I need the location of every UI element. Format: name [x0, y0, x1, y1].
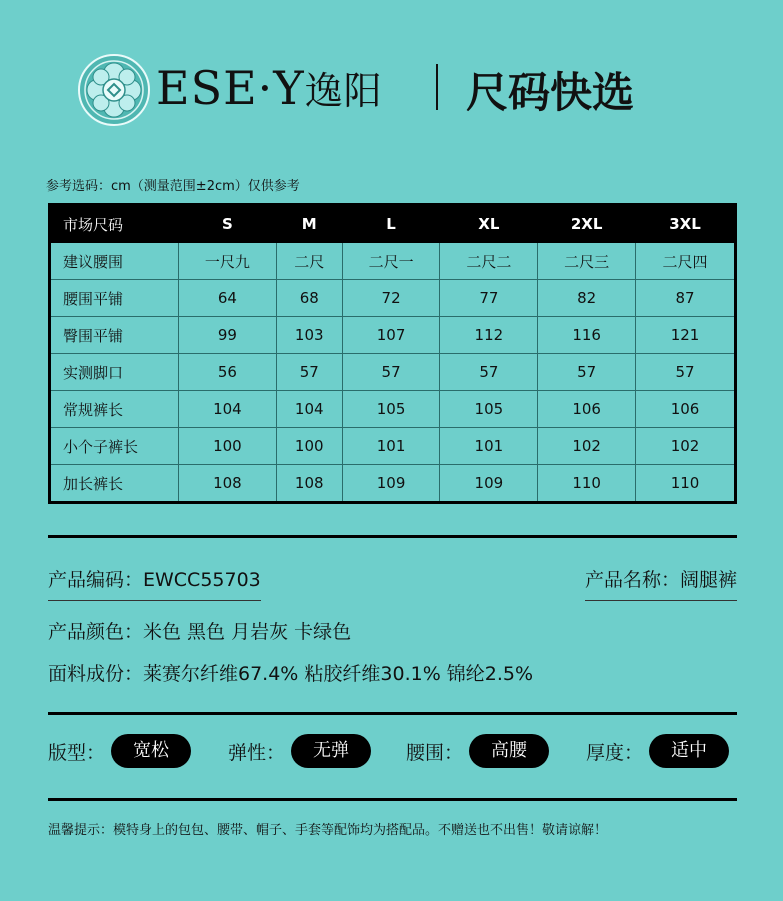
table-cell: 57 — [440, 354, 538, 391]
table-row — [50, 280, 736, 317]
row-label: 腰围平铺 — [50, 280, 179, 317]
size-header-cell: S — [179, 205, 277, 243]
attribute-badge: 适中 — [649, 734, 729, 768]
attribute-label: 版型： — [48, 741, 106, 764]
row-label: 加长裤长 — [50, 465, 179, 503]
table-cell: 112 — [440, 317, 538, 354]
table-cell: 109 — [440, 465, 538, 503]
attribute-label: 厚度： — [586, 741, 644, 764]
brand-latin: ESE·Y — [156, 61, 305, 115]
attribute-fit — [48, 733, 191, 769]
table-cell: 108 — [179, 465, 277, 503]
row-label: 小个子裤长 — [50, 428, 179, 465]
page-title: 尺码快选 — [466, 68, 635, 117]
table-cell: 105 — [440, 391, 538, 428]
product-fabric: 面料成份：莱赛尔纤维67.4% 粘胶纤维30.1% 锦纶2.5% — [48, 663, 534, 685]
table-cell: 57 — [636, 354, 736, 391]
table-cell: 56 — [179, 354, 277, 391]
table-cell: 57 — [276, 354, 342, 391]
attribute-label: 腰围： — [406, 741, 464, 764]
table-cell: 110 — [636, 465, 736, 503]
table-cell: 77 — [440, 280, 538, 317]
brand-chinese: 逸阳 — [304, 69, 383, 113]
row-label: 常规裤长 — [50, 391, 179, 428]
table-cell: 101 — [342, 428, 440, 465]
table-cell: 104 — [179, 391, 277, 428]
table-cell: 108 — [276, 465, 342, 503]
attribute-label: 弹性： — [228, 741, 286, 764]
row-label: 臀围平铺 — [50, 317, 179, 354]
size-header-cell: L — [342, 205, 440, 243]
attribute-waist — [406, 733, 549, 769]
table-cell: 100 — [276, 428, 342, 465]
table-cell: 102 — [636, 428, 736, 465]
header — [0, 50, 783, 130]
table-row — [50, 465, 736, 503]
table-cell: 121 — [636, 317, 736, 354]
table-cell: 99 — [179, 317, 277, 354]
size-header-cell: M — [276, 205, 342, 243]
table-cell: 106 — [636, 391, 736, 428]
table-cell: 103 — [276, 317, 342, 354]
product-code: 产品编码：EWCC55703 — [48, 565, 261, 601]
brand-wordmark — [156, 60, 383, 115]
table-cell: 72 — [342, 280, 440, 317]
table-cell: 105 — [342, 391, 440, 428]
table-cell: 109 — [342, 465, 440, 503]
reference-note: 参考选码：cm（测量范围±2cm）仅供参考 — [46, 179, 300, 194]
product-code-row — [48, 565, 737, 601]
table-row — [50, 391, 736, 428]
size-header-cell: XL — [440, 205, 538, 243]
size-header-cell: 2XL — [538, 205, 636, 243]
row-label: 建议腰围 — [50, 243, 179, 280]
table-cell: 100 — [179, 428, 277, 465]
table-cell: 104 — [276, 391, 342, 428]
size-header-row — [50, 205, 736, 243]
table-cell: 57 — [342, 354, 440, 391]
attribute-badge: 高腰 — [469, 734, 549, 768]
table-cell: 64 — [179, 280, 277, 317]
attribute-badge: 宽松 — [111, 734, 191, 768]
table-row — [50, 317, 736, 354]
attribute-badge: 无弹 — [291, 734, 371, 768]
table-row — [50, 354, 736, 391]
table-cell: 一尺九 — [179, 243, 277, 280]
table-cell: 二尺 — [276, 243, 342, 280]
section-divider — [48, 798, 737, 801]
size-chart-table — [48, 203, 737, 504]
table-cell: 101 — [440, 428, 538, 465]
row-label: 实测脚口 — [50, 354, 179, 391]
table-cell: 二尺一 — [342, 243, 440, 280]
table-cell: 二尺二 — [440, 243, 538, 280]
table-cell: 82 — [538, 280, 636, 317]
table-cell: 116 — [538, 317, 636, 354]
size-header-label: 市场尺码 — [50, 205, 179, 243]
table-row — [50, 243, 736, 280]
table-cell: 106 — [538, 391, 636, 428]
size-header-cell: 3XL — [636, 205, 736, 243]
table-cell: 102 — [538, 428, 636, 465]
table-cell: 68 — [276, 280, 342, 317]
table-cell: 二尺四 — [636, 243, 736, 280]
footer-note: 温馨提示：模特身上的包包、腰带、帽子、手套等配饰均为搭配品。不赠送也不出售！敬请谅解！ — [48, 823, 608, 838]
attribute-row — [48, 733, 737, 769]
section-divider — [48, 712, 737, 715]
section-divider — [48, 535, 737, 538]
table-cell: 107 — [342, 317, 440, 354]
table-row — [50, 428, 736, 465]
attribute-elasticity — [228, 733, 371, 769]
header-divider — [436, 64, 438, 110]
flower-logo-icon — [78, 54, 150, 126]
product-colors: 产品颜色：米色 黑色 月岩灰 卡绿色 — [48, 621, 352, 643]
table-cell: 二尺三 — [538, 243, 636, 280]
attribute-thickness — [586, 733, 729, 769]
table-cell: 87 — [636, 280, 736, 317]
table-cell: 110 — [538, 465, 636, 503]
table-cell: 57 — [538, 354, 636, 391]
product-name: 产品名称：阔腿裤 — [585, 565, 737, 601]
